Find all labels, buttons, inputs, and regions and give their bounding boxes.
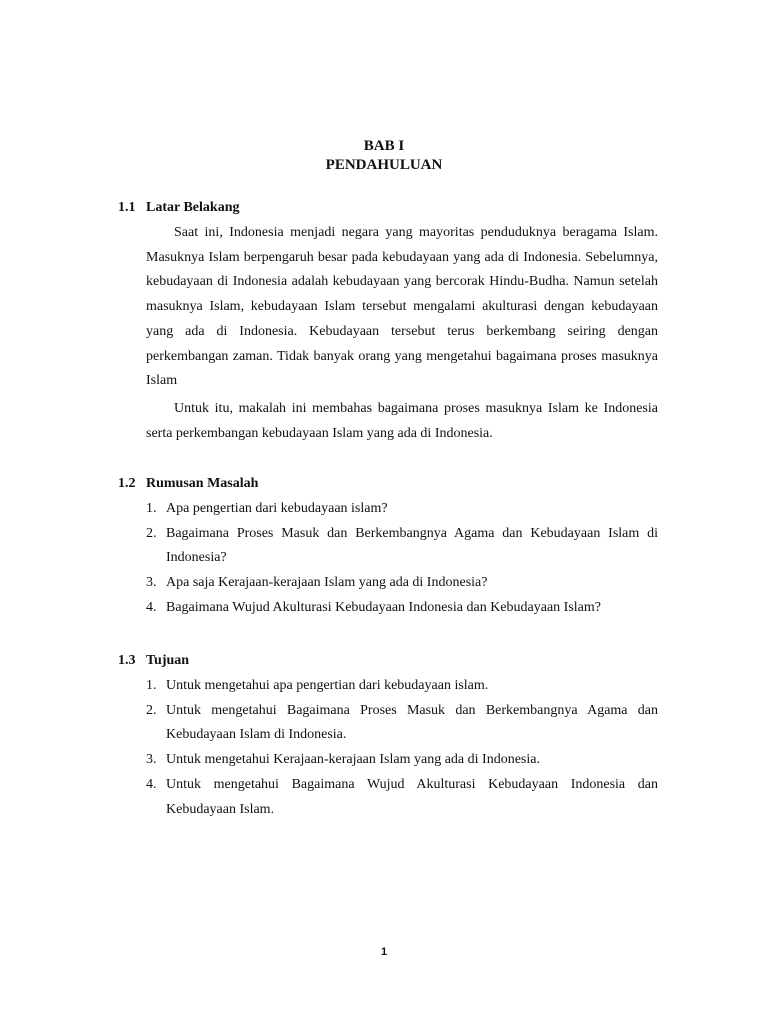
list-item-text: Bagaimana Wujud Akulturasi Kebudayaan Indonesia dan Kebudayaan Islam?: [166, 599, 601, 615]
paragraph-latar-2: Untuk itu, makalah ini membahas bagaimana proses masuknya Islam ke Indonesia serta perkembangan kebudayaan Islam yang ada di Indonesia.: [146, 401, 658, 441]
tujuan-list: [146, 674, 658, 822]
rumusan-masalah-list: [146, 497, 658, 621]
section-number: 1.3: [118, 653, 136, 668]
section-title: Rumusan Masalah: [146, 476, 259, 491]
section-title: Latar Belakang: [146, 200, 240, 215]
section-heading-tujuan: [118, 652, 189, 670]
list-item: [146, 596, 658, 621]
section-number: 1.1: [118, 200, 136, 215]
list-item-number: 2.: [146, 525, 157, 541]
list-item-number: 3.: [146, 752, 157, 768]
list-item-number: 1.: [146, 678, 157, 693]
page-number: 1: [380, 946, 388, 958]
section-number: 1.2: [118, 476, 136, 491]
paragraph-latar-1: Saat ini, Indonesia menjadi negara yang mayoritas penduduknya beragama Islam. Masuknya Islam berpengaruh besar pada kebudayaan yang ada di Indonesia. Sebelumnya, kebudayaan di Indonesia adalah kebudayaan yang bercorak Hindu-Budha. Namun setelah masuknya Islam, kebudayaan Islam tersebut mengalami akulturasi dengan kebudayaan yang ada di Indonesia. Kebudayaan tersebut terus berkembang seiring dengan perkembangan zaman. Tidak banyak orang yang mengetahui bagaimana proses masuknya Islam: [146, 225, 658, 389]
list-item-text: Apa pengertian dari kebudayaan islam?: [166, 501, 388, 516]
list-item-text: Untuk mengetahui Kerajaan-kerajaan Islam yang ada di Indonesia.: [166, 752, 540, 768]
list-item-text: Untuk mengetahui apa pengertian dari kebudayaan islam.: [166, 678, 489, 693]
chapter-title: PENDAHULUAN: [325, 157, 443, 173]
section-heading-rumusan-masalah: [118, 475, 258, 493]
list-item-text: Apa saja Kerajaan-kerajaan Islam yang ada di Indonesia?: [166, 575, 488, 591]
list-item-number: 4.: [146, 599, 157, 615]
list-item: [146, 497, 658, 522]
list-item-number: 4.: [146, 776, 157, 792]
list-item-number: 1.: [146, 501, 157, 516]
list-item: [146, 699, 658, 748]
list-item-number: 3.: [146, 575, 157, 591]
list-item: [146, 748, 658, 773]
section-title: Tujuan: [146, 653, 190, 668]
list-item-text: Untuk mengetahui Bagaimana Wujud Akulturasi Kebudayaan Indonesia dan Kebudayaan Islam.: [166, 776, 658, 817]
list-item: [146, 674, 658, 699]
list-item-text: Bagaimana Proses Masuk dan Berkembangnya Agama dan Kebudayaan Islam di Indonesia?: [166, 525, 658, 566]
list-item: [146, 773, 658, 822]
chapter-label: BAB I: [363, 138, 405, 154]
list-item-text: Untuk mengetahui Bagaimana Proses Masuk dan Berkembangnya Agama dan Kebudayaan Islam di Indonesia.: [166, 702, 658, 743]
section-heading-latar-belakang: [118, 199, 239, 217]
list-item: [146, 522, 658, 571]
list-item-number: 2.: [146, 702, 157, 718]
list-item: [146, 571, 658, 596]
